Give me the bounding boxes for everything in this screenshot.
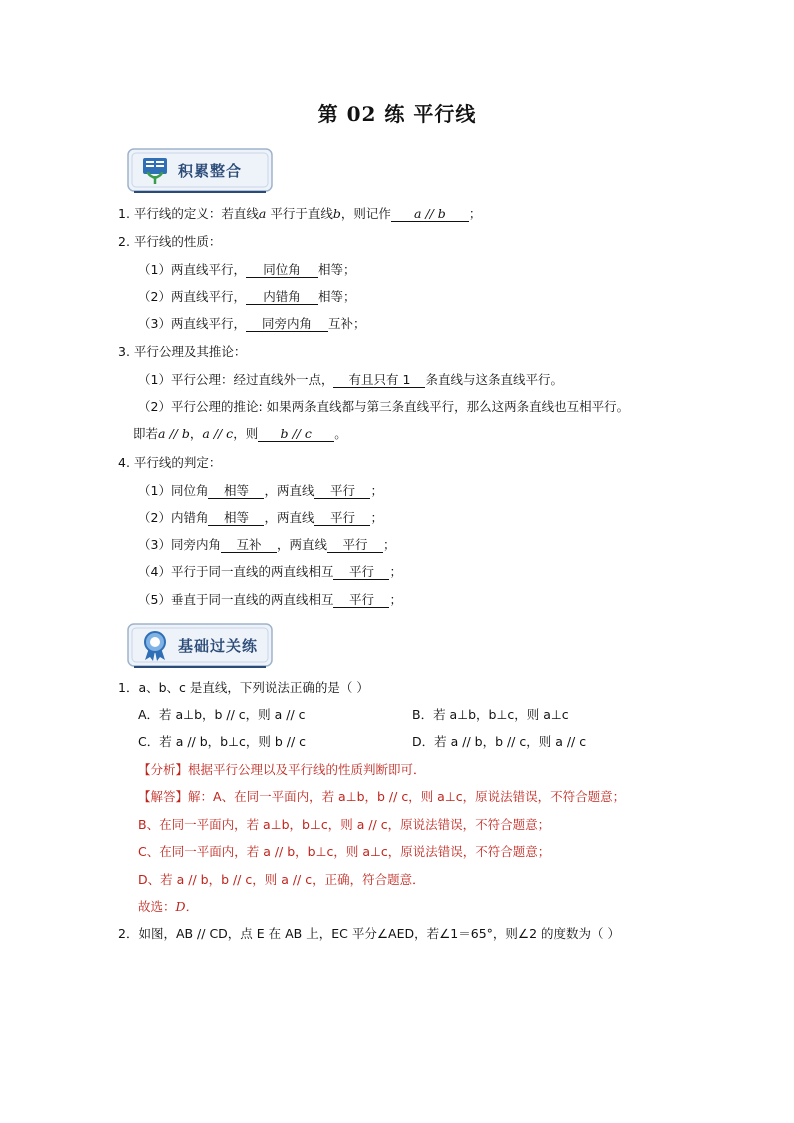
question-2-stem: 2．如图，AB // CD，点 E 在 AB 上，EC 平分∠AED，若∠1＝65°，则∠2 的度数为（ ） (118, 926, 621, 941)
page-title: 第 02 练 平行线 (317, 102, 477, 126)
axiom-heading: 3. 平行公理及其推论： (118, 344, 247, 359)
option-a: A．若 a⊥b，b // c，则 a // c (138, 707, 306, 722)
criteria-line: （1）同位角 相等 ，两直线 平行 ； (138, 483, 383, 498)
medal-icon (140, 630, 170, 662)
answer-blank: 互补 (221, 537, 277, 553)
definition-line: 1. 平行线的定义：若直线a 平行于直线b，则记作 a // b ； (118, 206, 482, 221)
answer-blank: b // c (258, 426, 334, 442)
answer-line: 【解答】解：A、在同一平面内，若 a⊥b，b // c，则 a⊥c，原说法错误，不符合题意； (138, 789, 626, 804)
option-b: B．若 a⊥b，b⊥c，则 a⊥c (412, 707, 569, 722)
criteria-line: （5）垂直于同一直线的两直线相互 平行 ； (138, 592, 402, 607)
property-line: （2）两直线平行， 内错角 相等； (138, 289, 356, 304)
axiom-corollary-formula: 即若a // b，a // c，则 b // c 。 (133, 426, 347, 441)
answer-line: B、在同一平面内，若 a⊥b，b⊥c，则 a // c，原说法错误，不符合题意； (138, 817, 551, 832)
criteria-line: （4）平行于同一直线的两直线相互 平行 ； (138, 564, 402, 579)
answer-tag: 【解答】 (138, 789, 189, 804)
answer-blank: 相等 (208, 510, 264, 526)
analysis-line: 【分析】根据平行公理以及平行线的性质判断即可． (138, 762, 426, 777)
property-line: （1）两直线平行， 同位角 相等； (138, 262, 356, 277)
answer-line: C、在同一平面内，若 a // b，b⊥c，则 a⊥c，原说法错误，不符合题意； (138, 844, 551, 859)
axiom-corollary: （2）平行公理的推论: 如果两条直线都与第三条直线平行，那么这两条直线也互相平行。 (138, 399, 630, 414)
answer-blank: 相等 (208, 483, 264, 499)
answer-line: D、若 a // b，b // c，则 a // c，正确，符合题意． (138, 872, 425, 887)
banner-label: 积累整合 (178, 162, 243, 180)
banner-label: 基础过关练 (178, 637, 259, 655)
option-d: D．若 a // b，b // c，则 a // c (412, 734, 587, 749)
answer-blank: 平行 (333, 592, 389, 608)
criteria-line: （2）内错角 相等 ，两直线 平行 ； (138, 510, 383, 525)
answer-blank: 内错角 (246, 289, 318, 305)
answer-blank: 平行 (333, 564, 389, 580)
section-banner-2 (126, 621, 276, 671)
choice-line: 故选：D． (138, 899, 199, 914)
answer-blank: 平行 (314, 483, 370, 499)
section-banner-1 (126, 146, 276, 196)
criteria-line: （3）同旁内角 互补 ，两直线 平行 ； (138, 537, 396, 552)
answer-blank: 平行 (327, 537, 383, 553)
answer-blank: 同位角 (246, 262, 318, 278)
option-c: C．若 a // b，b⊥c，则 b // c (138, 734, 307, 749)
book-plant-icon (140, 156, 170, 186)
properties-heading: 2. 平行线的性质： (118, 234, 222, 249)
analysis-tag: 【分析】 (138, 762, 189, 777)
answer-blank: 同旁内角 (246, 316, 328, 332)
answer-blank: 平行 (314, 510, 370, 526)
property-line: （3）两直线平行， 同旁内角 互补； (138, 316, 366, 331)
answer-blank: 有且只有 1 (333, 372, 425, 388)
question-1-stem: 1．a、b、c 是直线，下列说法正确的是（ ） (118, 680, 369, 695)
axiom-line: （1）平行公理：经过直线外一点， 有且只有 1 条直线与这条直线平行。 (138, 372, 563, 387)
criteria-heading: 4. 平行线的判定： (118, 455, 222, 470)
answer-blank: a // b (391, 206, 469, 222)
